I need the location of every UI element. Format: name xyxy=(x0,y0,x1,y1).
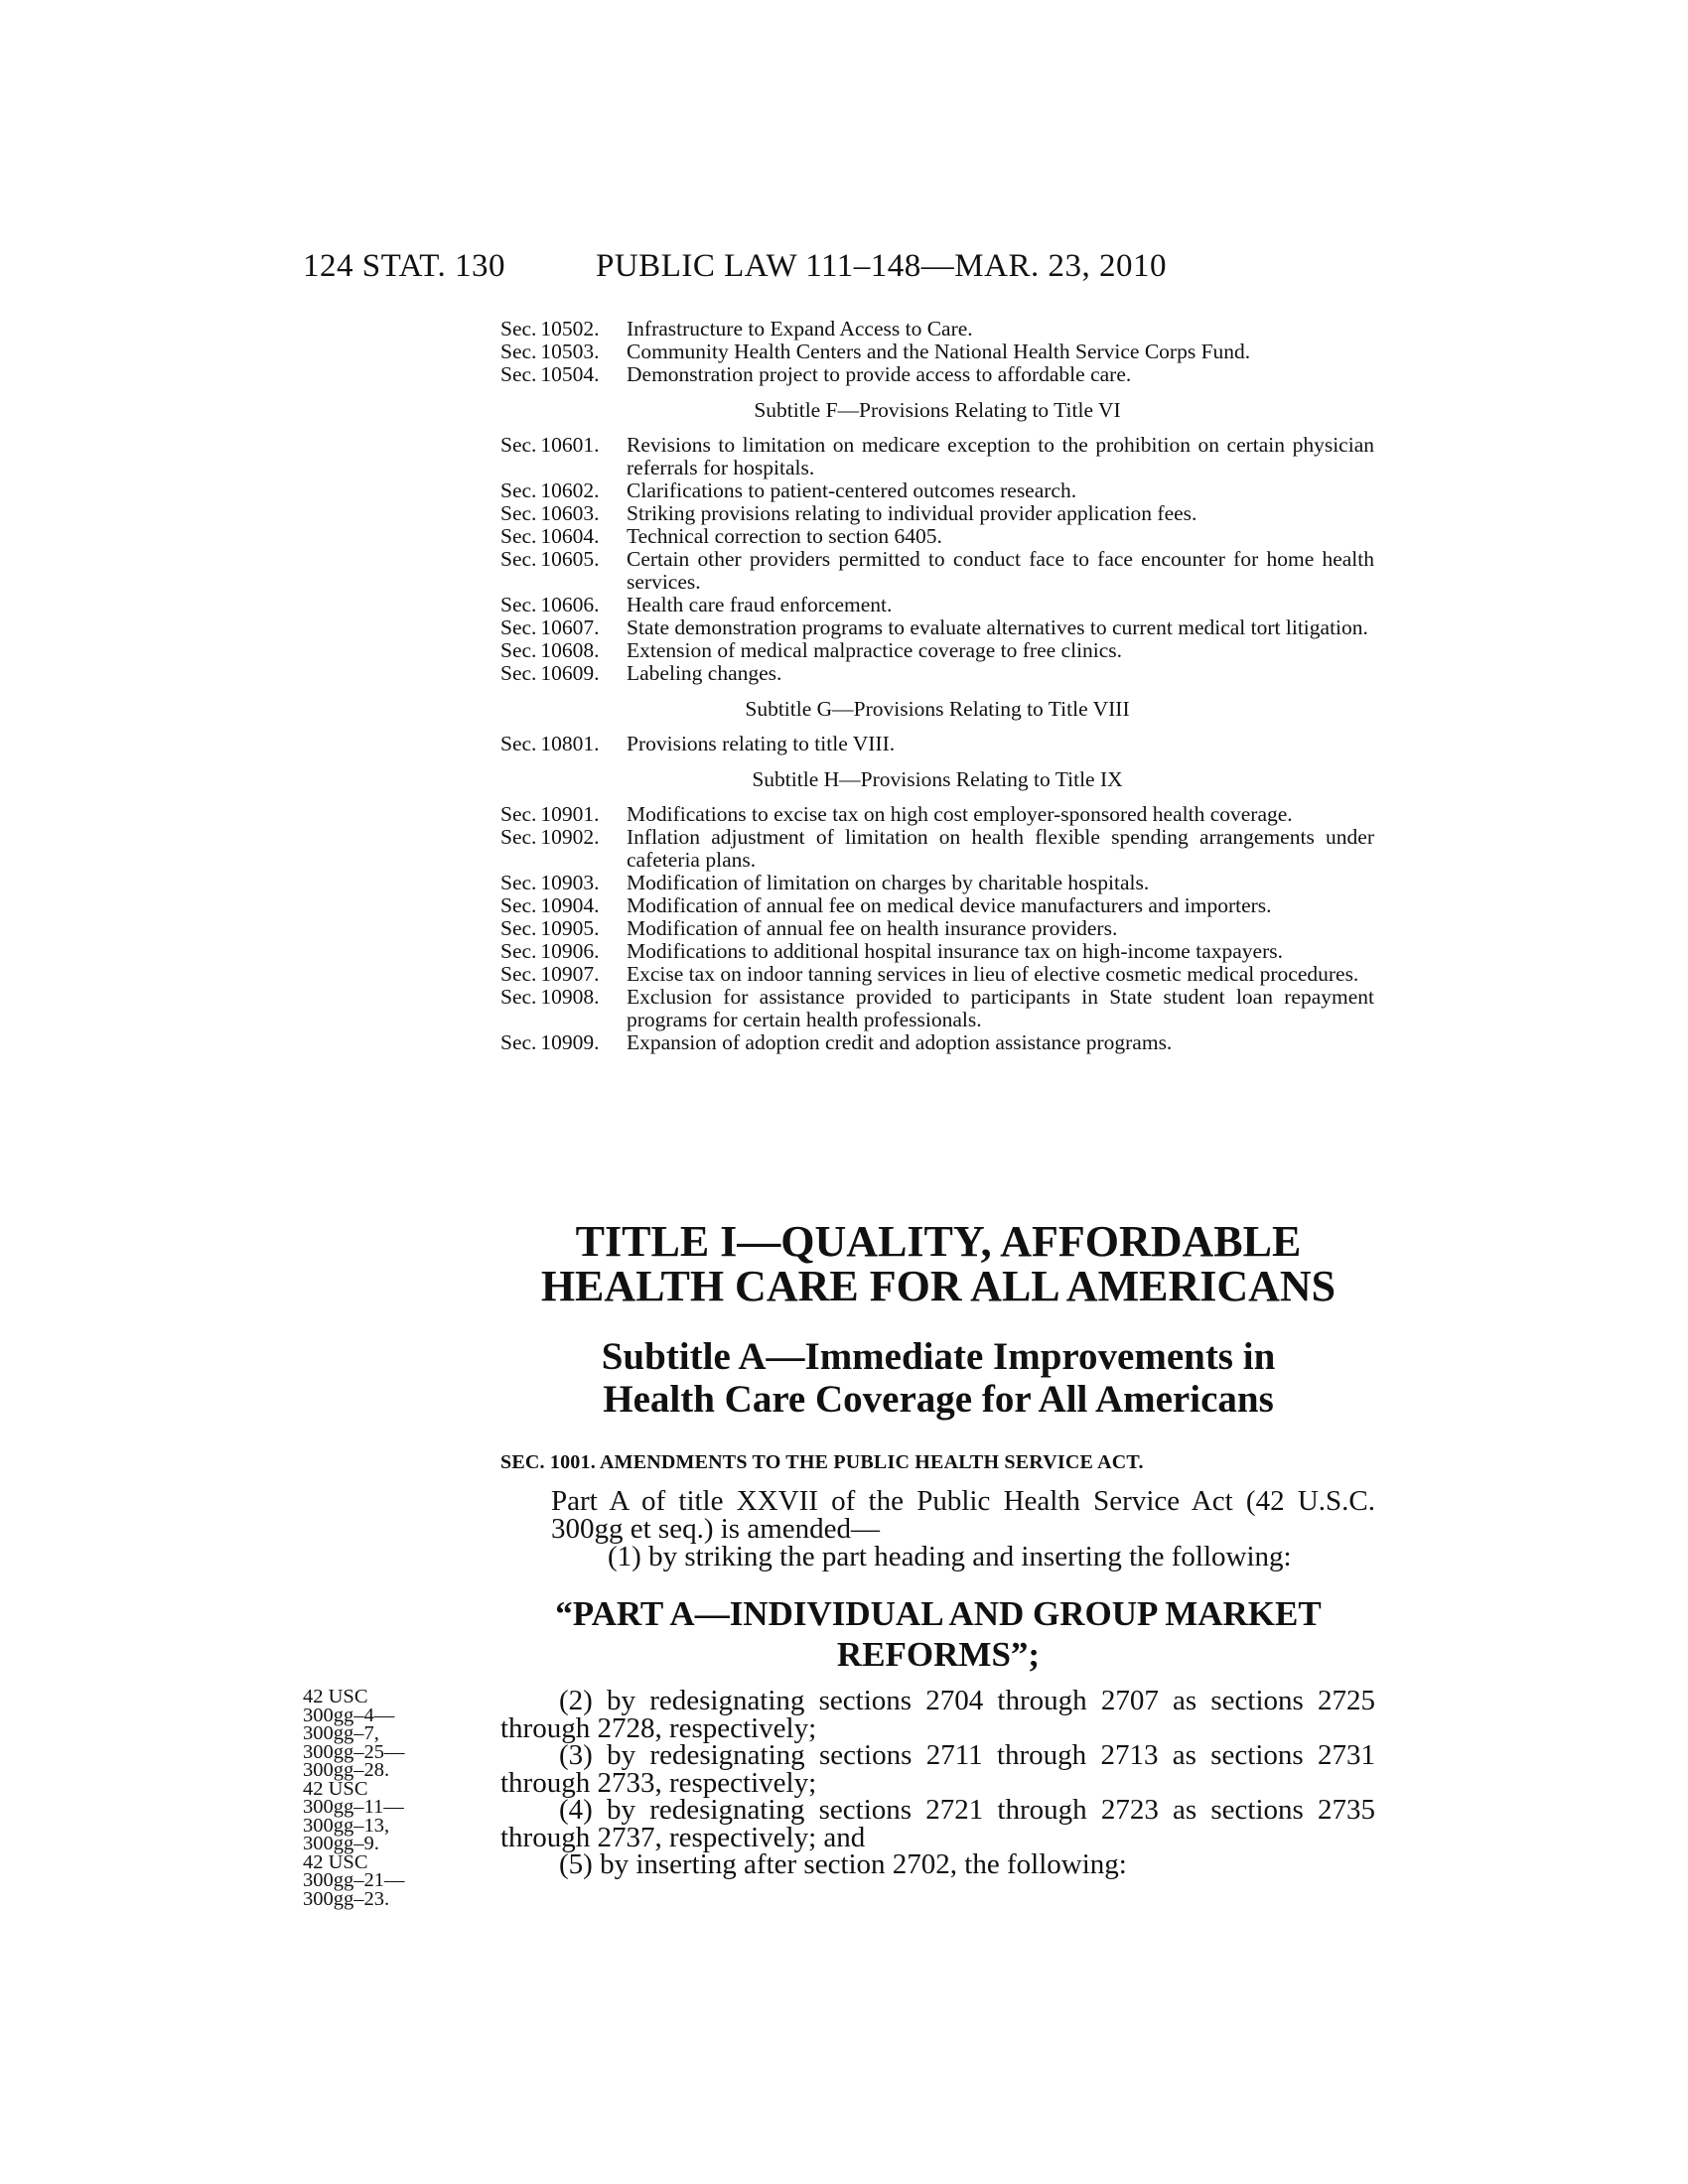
toc-section-number xyxy=(500,502,627,525)
toc-section-title: Clarifications to patient-centered outcomes research. xyxy=(627,478,1077,502)
toc-subtitle-g: Subtitle G—Provisions Relating to Title VIII xyxy=(745,697,1130,721)
toc-section-title: Striking provisions relating to individual provider application fees. xyxy=(627,501,1197,525)
toc-entry xyxy=(500,479,1374,502)
running-header: PUBLIC LAW 111–148—MAR. 23, 2010 xyxy=(596,248,1167,284)
amendment-item-4: (4) by redesignating sections 2721 through 2723 as sections 2735 through 2737, respectively; and xyxy=(500,1794,1375,1853)
toc-sec-label: Sec. xyxy=(500,939,537,963)
toc-entry xyxy=(500,616,1374,639)
margin-note-line: 42 USC xyxy=(303,1686,368,1707)
toc-section-number xyxy=(500,318,627,341)
title-i-line-2: HEALTH CARE FOR ALL AMERICANS xyxy=(540,1262,1336,1310)
toc-section-title: Technical correction to section 6405. xyxy=(627,524,942,548)
toc-sec-label: Sec. xyxy=(500,962,537,986)
toc-sec-num: 10504. xyxy=(540,362,600,386)
toc-sec-num: 10902. xyxy=(540,825,600,849)
toc-section-number xyxy=(500,940,627,963)
toc-entry xyxy=(500,872,1374,894)
toc-sec-num: 10502. xyxy=(540,317,600,341)
toc-section-title: Certain other providers permitted to conduct face to face encounter for home health services. xyxy=(627,547,1374,594)
toc-sec-num: 10904. xyxy=(540,893,600,917)
toc-entry xyxy=(500,548,1374,594)
toc-entry xyxy=(500,894,1374,917)
toc-section-title: Provisions relating to title VIII. xyxy=(627,732,896,755)
toc-section-title: Modifications to additional hospital insurance tax on high-income taxpayers. xyxy=(627,939,1283,963)
toc-entry xyxy=(500,594,1374,616)
toc-entry xyxy=(500,434,1374,479)
toc-section-number xyxy=(500,525,627,548)
toc-section-number xyxy=(500,548,627,571)
toc-section-title: Infrastructure to Expand Access to Care. xyxy=(627,317,973,341)
toc-entry xyxy=(500,1031,1374,1054)
toc-section-number xyxy=(500,986,627,1009)
toc-section-number xyxy=(500,616,627,639)
toc-sec-label: Sec. xyxy=(500,478,537,502)
title-i-line-1: TITLE I—QUALITY, AFFORDABLE xyxy=(575,1217,1302,1266)
margin-note-line: 300gg–28. xyxy=(303,1759,390,1781)
subtitle-a-line-2: Health Care Coverage for All Americans xyxy=(603,1378,1274,1421)
toc-section-title: Labeling changes. xyxy=(627,661,782,685)
part-a-heading xyxy=(501,1593,1375,1675)
margin-note-line: 300gg–23. xyxy=(303,1887,390,1910)
toc-section-number xyxy=(500,1031,627,1054)
toc-entry xyxy=(500,341,1374,363)
toc-section-number xyxy=(500,662,627,685)
toc-section-title: Revisions to limitation on medicare exception to the prohibition on certain physician referrals for hospitals. xyxy=(627,433,1374,479)
toc-entry xyxy=(500,639,1374,662)
toc-entry xyxy=(500,963,1374,986)
toc-section-title: State demonstration programs to evaluate alternatives to current medical tort litigation. xyxy=(627,615,1368,639)
toc-sec-num: 10905. xyxy=(540,916,600,940)
margin-note-line: 300gg–9. xyxy=(303,1833,379,1854)
toc-sec-num: 10607. xyxy=(540,615,600,639)
toc-section-title: Modification of annual fee on health insurance providers. xyxy=(627,916,1118,940)
toc-section-number xyxy=(500,826,627,849)
toc-section-number xyxy=(500,917,627,940)
toc-section-title: Expansion of adoption credit and adoption assistance programs. xyxy=(627,1030,1173,1054)
toc-group-subtitle-f xyxy=(500,434,1374,685)
toc-section-title: Health care fraud enforcement. xyxy=(627,593,893,616)
toc-section-number xyxy=(500,479,627,502)
toc-section-title: Excise tax on indoor tanning services in lieu of elective cosmetic medical procedures. xyxy=(627,962,1359,986)
toc-sec-num: 10908. xyxy=(540,985,600,1009)
toc-section-number xyxy=(500,639,627,662)
toc-sec-label: Sec. xyxy=(500,661,537,685)
margin-note-line: 300gg–25— xyxy=(303,1740,405,1763)
toc-section-title: Community Health Centers and the National Health Service Corps Fund. xyxy=(627,340,1251,363)
toc-sec-label: Sec. xyxy=(500,732,537,755)
toc-section-number xyxy=(500,872,627,894)
toc-sec-label: Sec. xyxy=(500,317,537,341)
toc-sec-num: 10608. xyxy=(540,638,600,662)
toc-sec-num: 10606. xyxy=(540,593,600,616)
toc-entry xyxy=(500,940,1374,963)
margin-note-line: 300gg–11— xyxy=(303,1796,404,1818)
toc-section-number xyxy=(500,894,627,917)
toc-entry xyxy=(500,917,1374,940)
toc-section-number xyxy=(500,803,627,826)
toc-sec-label: Sec. xyxy=(500,547,537,571)
toc-sec-num: 10605. xyxy=(540,547,600,571)
toc-section-title: Demonstration project to provide access to affordable care. xyxy=(627,362,1132,386)
section-1001-heading: SEC. 1001. AMENDMENTS TO THE PUBLIC HEALTH SERVICE ACT. xyxy=(500,1451,1144,1473)
table-of-contents xyxy=(500,318,1374,1054)
toc-subtitle-f: Subtitle F—Provisions Relating to Title VI xyxy=(754,398,1121,422)
toc-sec-num: 10601. xyxy=(540,433,600,457)
toc-section-title: Modification of limitation on charges by charitable hospitals. xyxy=(627,871,1150,894)
amendment-items xyxy=(500,1685,1375,1880)
toc-section-number xyxy=(500,341,627,363)
toc-sec-num: 10604. xyxy=(540,524,600,548)
toc-entry xyxy=(500,803,1374,826)
toc-section-title: Extension of medical malpractice coverage to free clinics. xyxy=(627,638,1123,662)
part-a-line-2: REFORMS”; xyxy=(836,1635,1041,1674)
amendment-item-5: (5) by inserting after section 2702, the following: xyxy=(559,1848,1127,1880)
toc-section-number xyxy=(500,363,627,386)
toc-sec-num: 10903. xyxy=(540,871,600,894)
toc-sec-num: 10906. xyxy=(540,939,600,963)
toc-group-subtitle-g xyxy=(500,733,1374,755)
toc-section-title: Modifications to excise tax on high cost employer-sponsored health coverage. xyxy=(627,802,1293,826)
toc-entry xyxy=(500,733,1374,755)
toc-section-title: Modification of annual fee on medical device manufacturers and importers. xyxy=(627,893,1272,917)
amendment-item-2: (2) by redesignating sections 2704 through 2707 as sections 2725 through 2728, respectively; xyxy=(500,1685,1375,1744)
usc-margin-note xyxy=(303,1688,432,1908)
part-a-line-1: “PART A—INDIVIDUAL AND GROUP MARKET xyxy=(555,1594,1322,1633)
toc-sec-num: 10602. xyxy=(540,478,600,502)
toc-sec-label: Sec. xyxy=(500,1030,537,1054)
toc-sec-label: Sec. xyxy=(500,362,537,386)
toc-entry xyxy=(500,502,1374,525)
toc-sec-num: 10909. xyxy=(540,1030,600,1054)
toc-group-subtitle-h xyxy=(500,803,1374,1054)
toc-section-number xyxy=(500,963,627,986)
toc-sec-num: 10609. xyxy=(540,661,600,685)
toc-sec-num: 10503. xyxy=(540,340,600,363)
toc-entry xyxy=(500,525,1374,548)
margin-note-line: 42 USC xyxy=(303,1777,368,1800)
toc-section-number xyxy=(500,594,627,616)
toc-sec-label: Sec. xyxy=(500,433,537,457)
margin-note-line: 300gg–21— xyxy=(303,1869,405,1891)
toc-entry xyxy=(500,986,1374,1031)
toc-sec-label: Sec. xyxy=(500,825,537,849)
subtitle-a-line-1: Subtitle A—Immediate Improvements in xyxy=(601,1335,1276,1378)
subtitle-a-heading xyxy=(501,1335,1375,1421)
toc-section-number xyxy=(500,434,627,457)
toc-sec-num: 10907. xyxy=(540,962,600,986)
toc-sec-label: Sec. xyxy=(500,802,537,826)
section-1001-intro xyxy=(551,1487,1375,1570)
toc-entry xyxy=(500,318,1374,341)
toc-sec-label: Sec. xyxy=(500,638,537,662)
title-i-heading xyxy=(501,1219,1375,1308)
amendment-item-3: (3) by redesignating sections 2711 through 2713 as sections 2731 through 2733, respectively; xyxy=(500,1739,1375,1799)
toc-sec-num: 10901. xyxy=(540,802,600,826)
toc-sec-label: Sec. xyxy=(500,593,537,616)
toc-entry xyxy=(500,662,1374,685)
toc-group-subtitle-e xyxy=(500,318,1374,386)
toc-sec-label: Sec. xyxy=(500,340,537,363)
toc-section-title: Exclusion for assistance provided to participants in State student loan repayment programs for certain health professionals. xyxy=(627,985,1374,1031)
intro-paragraph: Part A of title XXVII of the Public Health Service Act (42 U.S.C. 300gg et seq.) is amended— xyxy=(551,1485,1375,1545)
margin-note-line: 300gg–4— xyxy=(303,1704,395,1726)
stat-page-number: 124 STAT. 130 xyxy=(303,248,506,284)
margin-note-line: 42 USC xyxy=(303,1850,368,1873)
toc-subtitle-h: Subtitle H—Provisions Relating to Title IX xyxy=(752,767,1123,791)
margin-note-line: 300gg–7, xyxy=(303,1722,379,1744)
toc-section-title: Inflation adjustment of limitation on health flexible spending arrangements under cafeteria plans. xyxy=(627,825,1374,872)
toc-sec-label: Sec. xyxy=(500,916,537,940)
margin-note-line: 300gg–13, xyxy=(303,1814,390,1837)
toc-entry xyxy=(500,363,1374,386)
toc-sec-num: 10801. xyxy=(540,732,600,755)
amendment-item-1: (1) by striking the part heading and inserting the following: xyxy=(608,1541,1292,1572)
toc-sec-label: Sec. xyxy=(500,871,537,894)
toc-sec-label: Sec. xyxy=(500,893,537,917)
toc-section-number xyxy=(500,733,627,755)
toc-entry xyxy=(500,826,1374,872)
toc-sec-label: Sec. xyxy=(500,501,537,525)
toc-sec-label: Sec. xyxy=(500,615,537,639)
toc-sec-label: Sec. xyxy=(500,985,537,1009)
toc-sec-label: Sec. xyxy=(500,524,537,548)
toc-sec-num: 10603. xyxy=(540,501,600,525)
